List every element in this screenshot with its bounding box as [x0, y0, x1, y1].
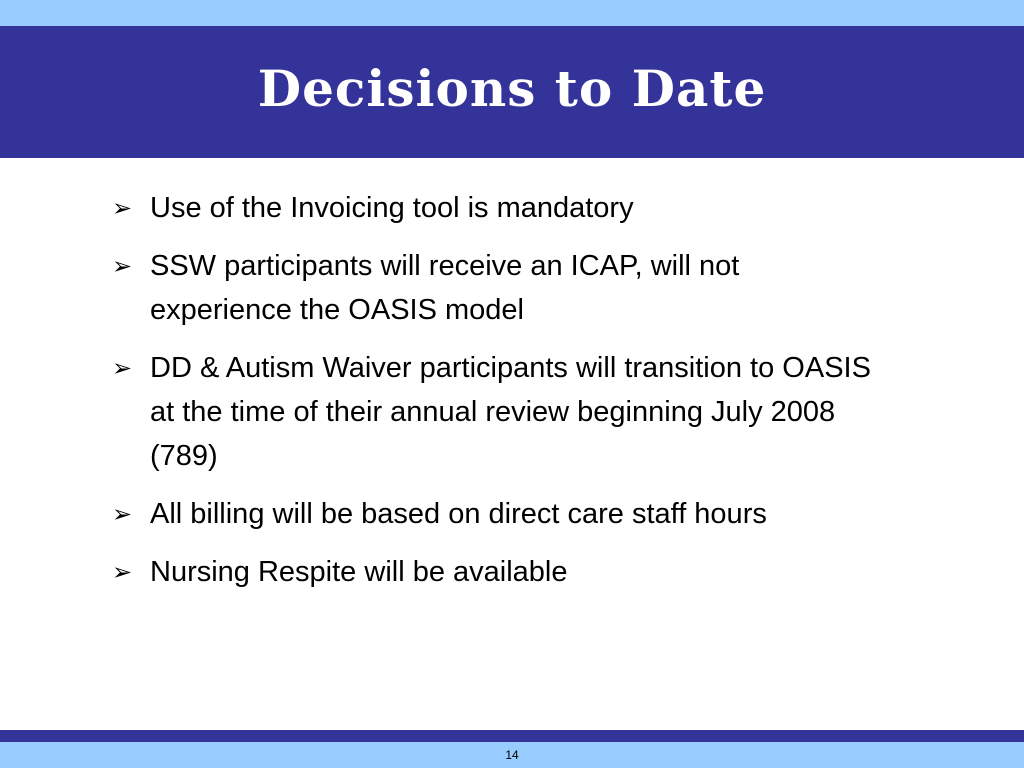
arrow-bullet-icon: ➢	[112, 252, 133, 280]
page-number: 14	[505, 748, 519, 762]
title-bar	[0, 26, 1024, 158]
bullet-text: Use of the Invoicing tool is mandatory	[150, 192, 634, 224]
bullet-item	[112, 550, 912, 594]
arrow-bullet-icon: ➢	[112, 194, 133, 222]
bottom-band	[0, 730, 1024, 742]
bullet-item	[112, 244, 912, 332]
bullet-text: Nursing Respite will be available	[150, 556, 568, 588]
arrow-bullet-icon: ➢	[112, 354, 133, 382]
footer-band	[0, 742, 1024, 768]
bullet-text: All billing will be based on direct care staff hours	[150, 498, 767, 530]
arrow-bullet-icon: ➢	[112, 558, 133, 586]
slide-title: Decisions to Date	[257, 58, 767, 118]
bullet-text: SSW participants will receive an ICAP, will not experience the OASIS model	[150, 250, 740, 326]
bullet-list	[112, 186, 912, 608]
bullet-item	[112, 186, 912, 230]
bullet-text: DD & Autism Waiver participants will transition to OASIS at the time of their annual review beginning July 2008 (789)	[150, 352, 871, 472]
bullet-item	[112, 492, 912, 536]
bullet-item	[112, 346, 912, 478]
top-band	[0, 0, 1024, 26]
arrow-bullet-icon: ➢	[112, 500, 133, 528]
